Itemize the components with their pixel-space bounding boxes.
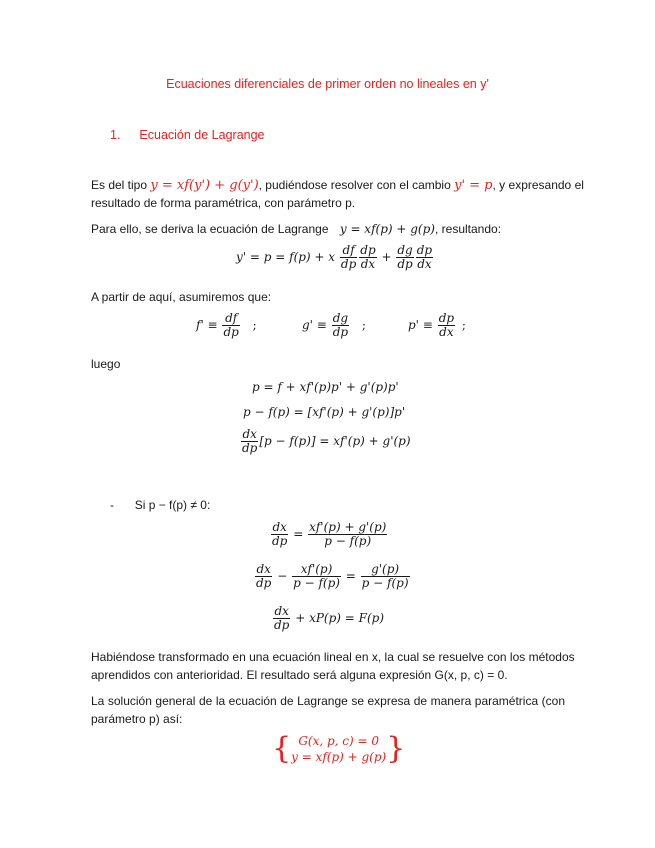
p1-text-a: Es del tipo bbox=[91, 178, 148, 192]
section-number: 1. bbox=[110, 128, 121, 142]
paragraph-4-line-2: aprendidos con anterioridad. El resultado será alguna expresión G(x, p, c) = 0. bbox=[91, 668, 508, 682]
luego-text: luego bbox=[91, 357, 121, 371]
fraction-df-dp: $\frac{df}{dp}$ bbox=[340, 243, 357, 271]
bullet-text: Si p − f(p) ≠ 0: bbox=[134, 498, 211, 512]
definition-g-prime: g' ≡ $\frac{dg}{dp}$ ; bbox=[302, 311, 366, 339]
paragraph-1-line-1 bbox=[91, 176, 584, 195]
bullet-condition bbox=[110, 496, 210, 514]
parametric-system: { G(x, p, c) = 0 y = xf(p) + g(p) } bbox=[272, 731, 406, 766]
lagrange-equation-p: y = xf(p) + g(p) bbox=[339, 222, 435, 236]
definition-f-prime: f' ≡ $\frac{df}{dp}$ ; bbox=[196, 311, 257, 339]
p2-text: Para ello, se deriva la ecuación de Lagrange bbox=[91, 222, 329, 236]
fraction-dg-dp: $\frac{dg}{dp}$ bbox=[397, 243, 413, 271]
definition-p-prime: p' ≡ $\frac{dp}{dx}$ ; bbox=[408, 311, 466, 339]
paragraph-5-line-2: parámetro p) así: bbox=[91, 712, 183, 726]
fraction-dp-dx-2: $\frac{dp}{dx}$ bbox=[416, 243, 433, 271]
paragraph-4-line-1: Habiéndose transformado en una ecuación lineal en x, la cual se resuelve con los métodos bbox=[91, 650, 575, 664]
equation-2-line-3: $\frac{dx}{dp}$ [p − f(p)] = xf'(p) + g'(p) bbox=[242, 427, 411, 455]
eq-main-plus: + bbox=[381, 250, 392, 264]
equation-3-line-2: $\frac{dx}{dp}$ − $\frac{xf'(p)}{p - f(p)}$ = $\frac{g'(p)}{p - f(p)}$ bbox=[256, 562, 409, 590]
paragraph-5-line-1: La solución general de la ecuación de Lagrange se expresa de manera paramétrica (con bbox=[91, 694, 565, 708]
derived-equation bbox=[236, 244, 434, 271]
equation-2-line-2: p − f(p) = [xf'(p) + g'(p)]p' bbox=[243, 405, 406, 419]
page-title: Ecuaciones diferenciales de primer orden no lineales en y' bbox=[166, 77, 489, 91]
bullet-dash: - bbox=[110, 498, 114, 512]
paragraph-3: A partir de aquí, asumiremos que: bbox=[91, 290, 272, 304]
equation-2-line-1: p = f + xf'(p)p' + g'(p)p' bbox=[252, 380, 399, 394]
lagrange-equation-inline: y = xf(y') + g(y') bbox=[150, 178, 259, 193]
fraction-dp-dx: $\frac{dp}{dx}$ bbox=[360, 243, 376, 271]
paragraph-2 bbox=[91, 220, 501, 238]
p2-tail: , resultando: bbox=[434, 222, 502, 236]
eq-main-lhs: y' = p = f(p) + x bbox=[236, 250, 336, 264]
system-line-1: G(x, p, c) = 0 bbox=[298, 734, 380, 748]
section-heading bbox=[110, 128, 265, 142]
equation-3-line-1: $\frac{dx}{dp}$ = $\frac{xf'(p) + g'(p)}{p - f(p)}$ bbox=[272, 520, 387, 548]
paragraph-1-line-2: resultado de forma paramétrica, con parámetro p. bbox=[91, 196, 356, 210]
p1-text-c: , y expresando el bbox=[492, 178, 584, 192]
equation-3-line-3: $\frac{dx}{dp}$ + xP(p) = F(p) bbox=[274, 604, 385, 632]
system-line-2: y = xf(p) + g(p) bbox=[291, 750, 387, 764]
p1-text-b: , pudiéndose resolver con el cambio bbox=[258, 178, 451, 192]
substitution-inline: y' = p bbox=[454, 178, 493, 193]
section-title: Ecuación de Lagrange bbox=[139, 128, 265, 142]
